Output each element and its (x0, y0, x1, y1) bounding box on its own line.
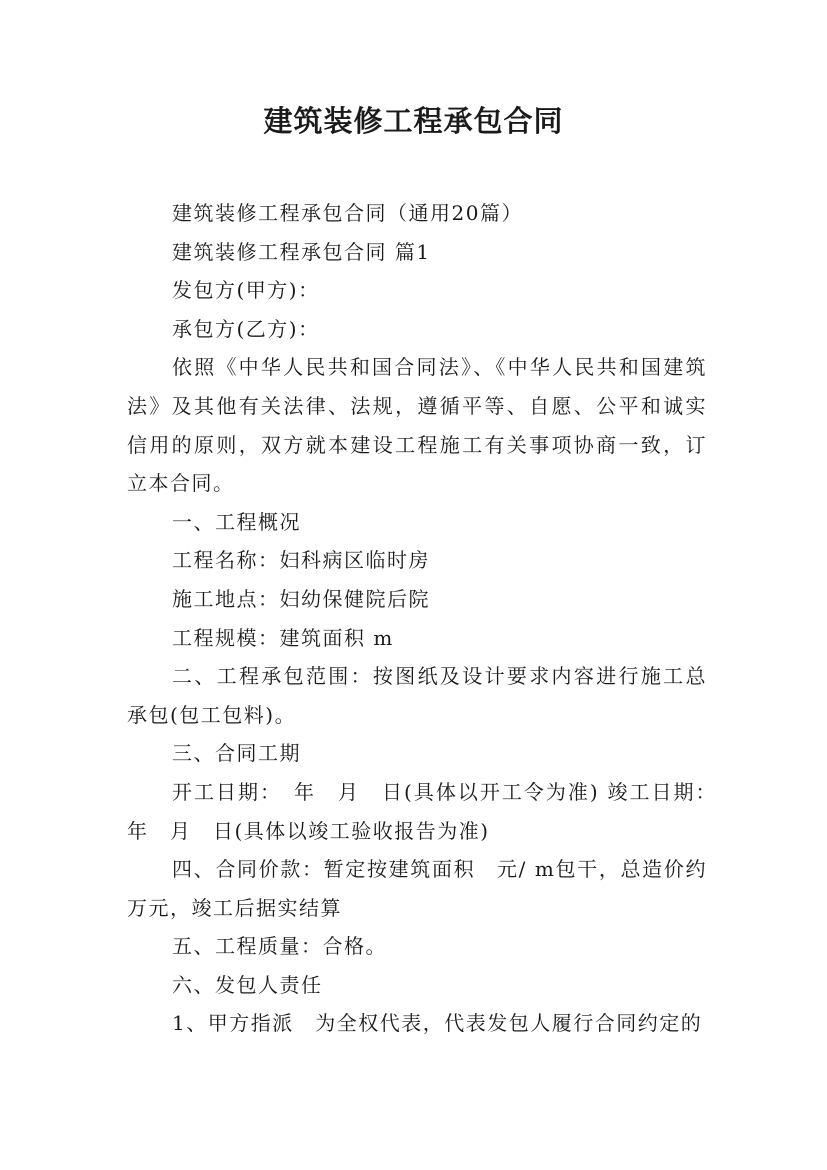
document-body (127, 194, 729, 1043)
paragraph-project-name: 工程名称：妇科病区临时房 (172, 548, 430, 573)
paragraph-project-scale: 工程规模：建筑面积 m (172, 625, 394, 650)
paragraph-project-location: 施工地点：妇幼保健院后院 (172, 586, 430, 611)
paragraph-dates: 开工日期： 年 月 日(具体以开工令为准) 竣工日期： 年 月 日(具体以竣工验收报告为准) (127, 779, 729, 843)
paragraph-party-a: 发包方(甲方)： (172, 278, 320, 303)
paragraph-section-5: 五、工程质量：合格。 (172, 934, 387, 959)
paragraph-collection-title: 建筑装修工程承包合同（通用20篇） (172, 201, 523, 225)
paragraph-contract-heading: 建筑装修工程承包合同 篇1 (172, 239, 431, 264)
paragraph-section-4: 四、合同价款：暂定按建筑面积 元/ m包干，总造价约 万元，竣工后据实结算 (127, 857, 729, 920)
paragraph-preamble: 依照《中华人民共和国合同法》、《中华人民共和国建筑法》及其他有关法律、法规，遵循平等、自愿、公平和诚实信用的原则，双方就本建设工程施工有关事项协商一致，订立本合同。 (127, 355, 707, 496)
paragraph-section-6: 六、发包人责任 (172, 972, 323, 997)
paragraph-section-3: 三、合同工期 (172, 741, 301, 766)
paragraph-section-2: 二、工程承包范围：按图纸及设计要求内容进行施工总承包(包工包料)。 (127, 664, 707, 727)
paragraph-clause-1: 1、甲方指派 为全权代表，代表发包人履行合同约定的 (172, 1011, 703, 1036)
paragraph-section-1: 一、工程概况 (172, 509, 301, 534)
document-title: 建筑装修工程承包合同 (263, 104, 564, 138)
paragraph-party-b: 承包方(乙方)： (172, 316, 320, 341)
